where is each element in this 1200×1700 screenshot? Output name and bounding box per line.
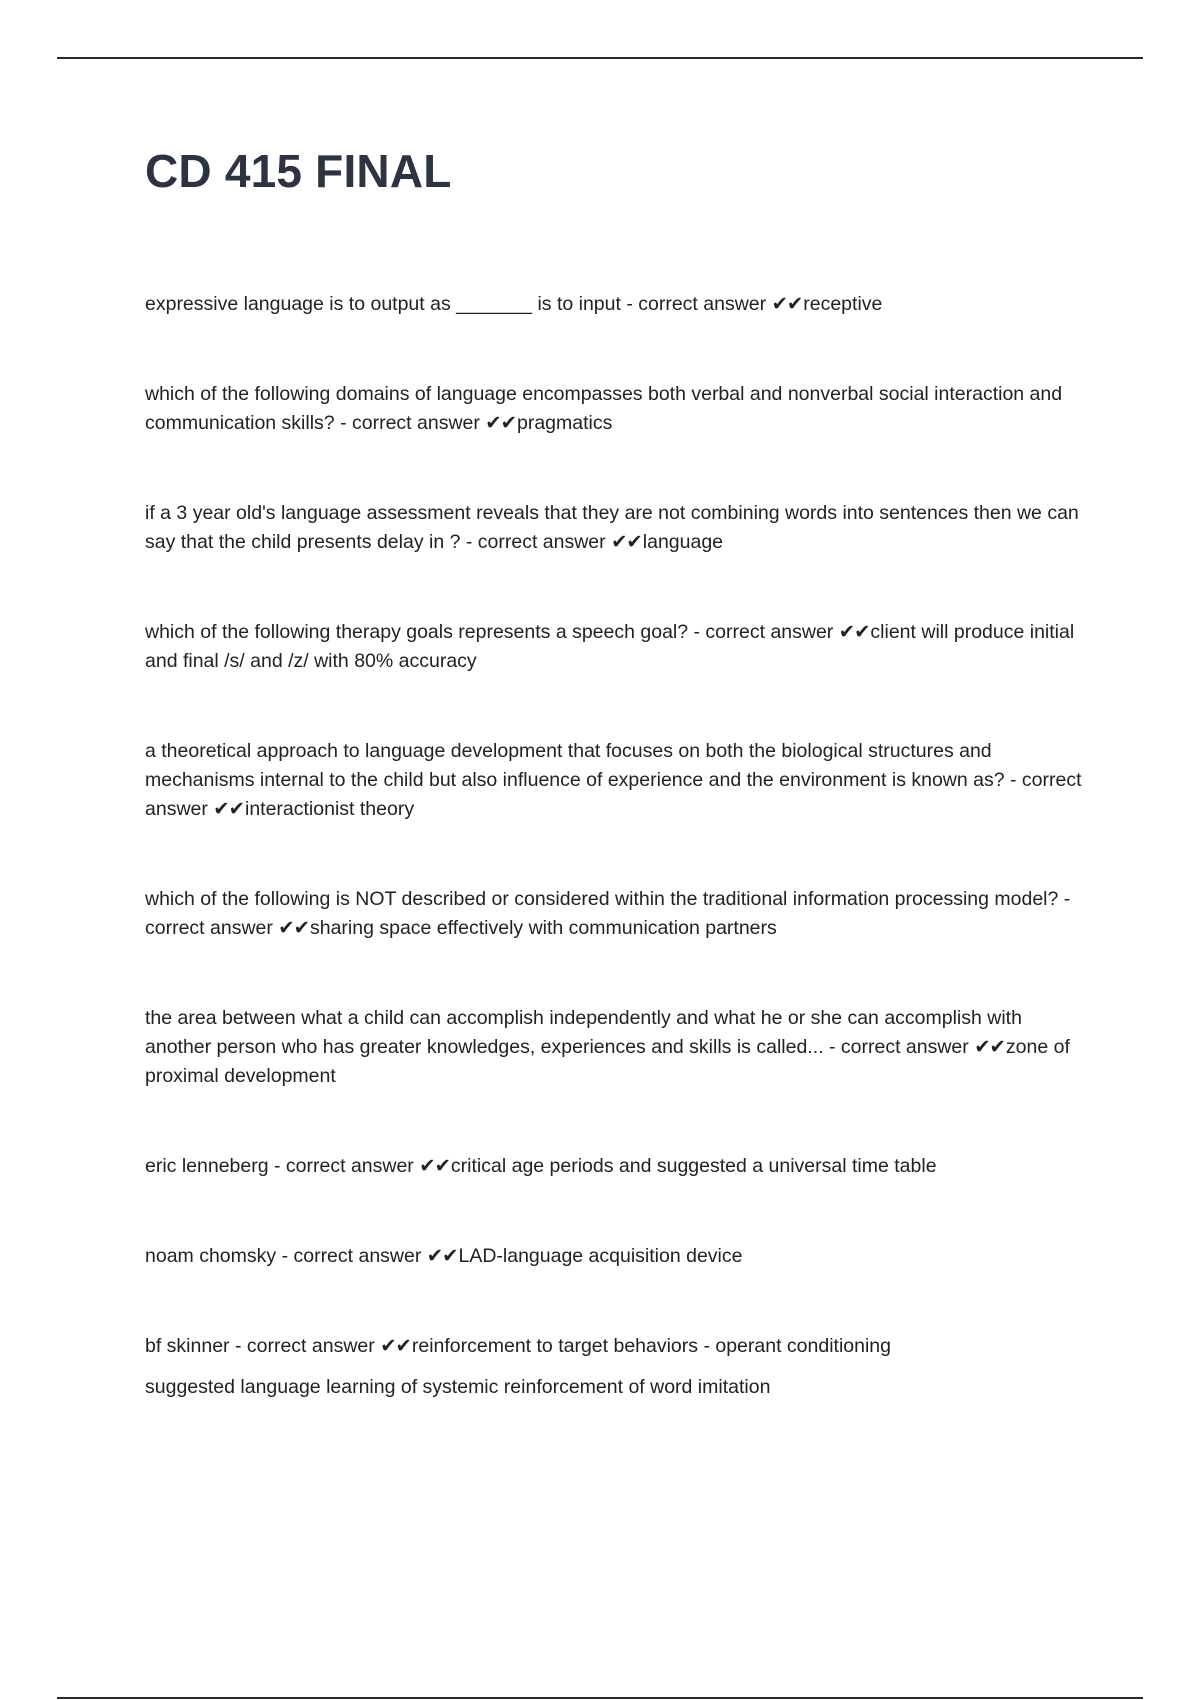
top-rule — [57, 57, 1143, 59]
qa-item — [145, 885, 1090, 943]
answer-marker: - correct answer — [274, 1155, 414, 1177]
question-text: which of the following is NOT described or considered within the traditional information processing model? — [145, 888, 1059, 910]
answer-marker: - correct answer — [465, 531, 606, 553]
answer-text: reinforcement to target behaviors - operant conditioning — [411, 1335, 891, 1357]
answer-continuation: suggested language learning of systemic reinforcement of word imitation — [145, 1376, 771, 1398]
qa-item — [145, 1242, 1090, 1271]
question-text: expressive language is to output as _______ is to input — [145, 293, 621, 315]
answer-text: language — [642, 531, 724, 553]
double-check-icon: ✔✔ — [213, 798, 244, 820]
answer-marker: - correct answer — [145, 769, 1082, 820]
double-check-icon: ✔✔ — [771, 293, 803, 315]
answer-text: sharing space effectively with communication partners — [309, 917, 777, 939]
answer-text: zone of proximal development — [145, 1036, 1070, 1087]
qa-item — [145, 737, 1090, 824]
question-text: noam chomsky — [145, 1245, 277, 1267]
answer-text: pragmatics — [516, 412, 613, 434]
answer-marker: - correct answer — [234, 1335, 375, 1357]
answer-marker: - correct answer — [340, 412, 480, 434]
answer-text: receptive — [803, 293, 883, 315]
double-check-icon: ✔✔ — [278, 917, 309, 939]
question-text: the area between what a child can accomplish independently and what he or she can accomplish with another person who has greater knowledges, experiences and skills is called... — [145, 1007, 1022, 1058]
qa-item — [145, 380, 1090, 438]
answer-text: critical age periods and suggested a universal time table — [450, 1155, 937, 1177]
question-text: which of the following therapy goals represents a speech goal? — [145, 621, 689, 643]
question-text: eric lenneberg — [145, 1155, 269, 1177]
qa-item — [145, 618, 1090, 676]
qa-list — [145, 290, 1090, 1402]
double-check-icon: ✔✔ — [380, 1335, 411, 1357]
double-check-icon: ✔✔ — [426, 1245, 458, 1267]
answer-marker: - correct answer — [145, 888, 1071, 939]
double-check-icon: ✔✔ — [974, 1036, 1005, 1058]
question-text: bf skinner — [145, 1335, 230, 1357]
qa-item — [145, 290, 1090, 319]
question-text: which of the following domains of language encompasses both verbal and nonverbal social interaction and communication skills? — [145, 383, 1063, 434]
bottom-rule — [57, 1697, 1143, 1699]
qa-item — [145, 1332, 1090, 1361]
answer-marker: - correct answer — [693, 621, 834, 643]
double-check-icon: ✔✔ — [838, 621, 870, 643]
answer-text: interactionist theory — [244, 798, 415, 820]
double-check-icon: ✔✔ — [611, 531, 642, 553]
answer-marker: - correct answer — [626, 293, 767, 315]
document-title: CD 415 FINAL — [145, 145, 452, 197]
question-text: if a 3 year old's language assessment reveals that they are not combining words into sentences then we can say that the child presents delay in ? — [145, 502, 1079, 553]
answer-marker: - correct answer — [281, 1245, 422, 1267]
answer-text: LAD-language acquisition device — [458, 1245, 743, 1267]
answer-marker: - correct answer — [828, 1036, 969, 1058]
double-check-icon: ✔✔ — [419, 1155, 450, 1177]
double-check-icon: ✔✔ — [485, 412, 516, 434]
question-text: a theoretical approach to language development that focuses on both the biological structures and mechanisms internal to the child but also influence of experience and the environment is known as? — [145, 740, 1005, 791]
qa-item — [145, 1004, 1090, 1091]
qa-item — [145, 1152, 1090, 1181]
qa-item — [145, 499, 1090, 557]
answer-text: client will produce initial and final /s/ and /z/ with 80% accuracy — [145, 621, 1075, 672]
